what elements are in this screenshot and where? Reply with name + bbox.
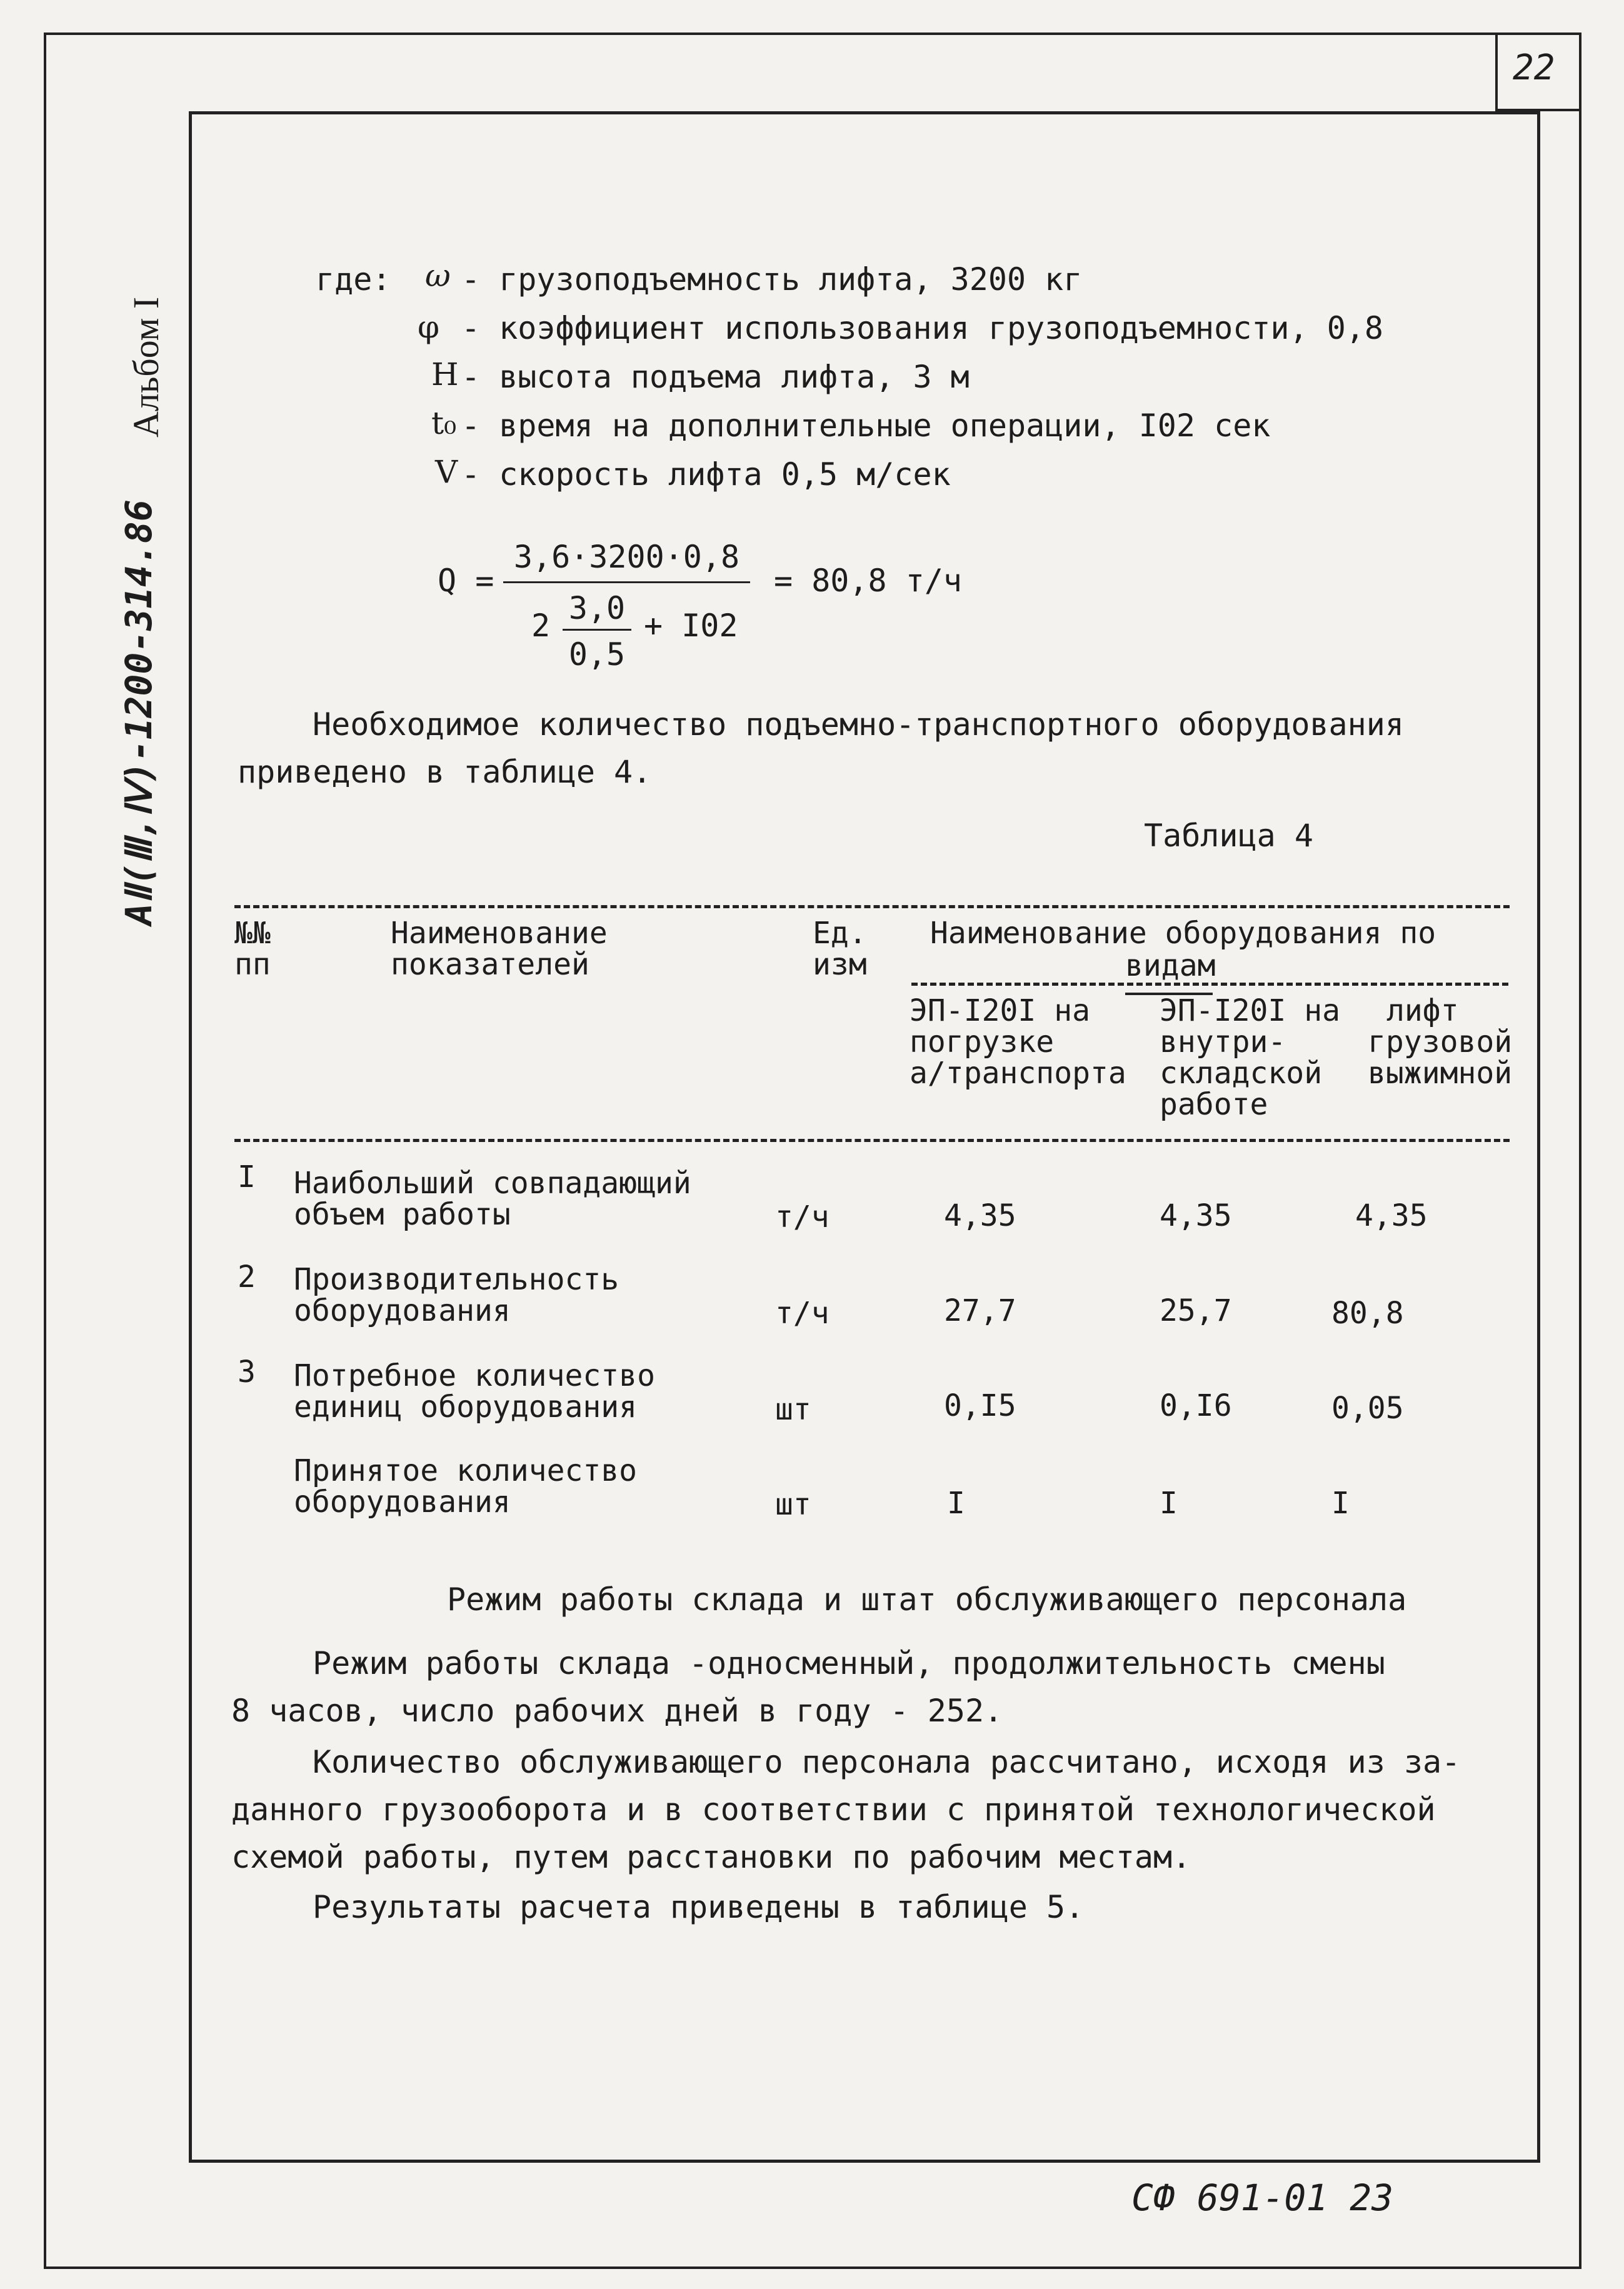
subheader-3-line-2: грузовой <box>1368 1024 1513 1059</box>
row-2-name-line-1: Производительность <box>294 1262 619 1297</box>
definition-t0: - время на дополнительные операции, I02 сек <box>461 408 1271 444</box>
formula-inner-denominator: 0,5 <box>568 636 626 673</box>
side-album-label: Альбом I <box>126 296 166 438</box>
subheader-2-line-1: ЭП-I20I на <box>1160 993 1340 1028</box>
row-4-value-2: I <box>1160 1486 1178 1521</box>
table-top-rule <box>234 905 1510 908</box>
symbol-phi: φ <box>418 309 440 345</box>
symbol-v: V <box>435 454 458 490</box>
subheader-1-line-1: ЭП-I20I на <box>910 993 1090 1028</box>
subheader-3-line-1: лифт <box>1386 993 1459 1028</box>
symbol-t0: t₀ <box>431 405 457 441</box>
definitions-intro: где: <box>316 261 391 298</box>
subheader-2-line-2: внутри- <box>1160 1024 1286 1059</box>
subheader-2-line-4: работе <box>1160 1087 1268 1122</box>
table-title: Таблица 4 <box>1144 818 1313 854</box>
row-1-name-line-1: Наибольший совпадающий <box>294 1166 691 1201</box>
row-1-value-2: 4,35 <box>1160 1198 1232 1233</box>
side-document-code: АⅡ(Ⅲ,Ⅳ)-1200-314.86 <box>118 499 160 925</box>
definition-h: - высота подъема лифта, 3 м <box>461 359 970 395</box>
bottom-document-code: СФ 691-01 23 <box>1131 2176 1394 2219</box>
formula-inner-numerator: 3,0 <box>568 590 626 626</box>
row-3-unit: шт <box>775 1392 811 1427</box>
paragraph-2-line-1: Режим работы склада -односменный, продолжительность смены <box>313 1645 1385 1681</box>
row-1-name-line-2: объем работы <box>294 1197 511 1232</box>
row-4-name-line-2: оборудования <box>294 1485 511 1520</box>
symbol-h: H <box>431 356 459 393</box>
header-name-1: Наименование <box>391 916 608 951</box>
definition-phi: - коэффициент использования грузоподъемности, 0,8 <box>461 310 1384 346</box>
row-3-value-1: 0,I5 <box>944 1388 1016 1423</box>
paragraph-3-line-3: схемой работы, путем расстановки по рабочим местам. <box>231 1839 1191 1875</box>
row-3-num: 3 <box>238 1355 256 1390</box>
paragraph-3-line-1: Количество обслуживающего персонала рассчитано, исходя из за- <box>313 1744 1461 1780</box>
formula-denominator-coef: 2 <box>531 608 551 644</box>
formula-numerator: 3,6·3200·0,8 <box>513 539 740 575</box>
row-1-value-3: 4,35 <box>1355 1198 1428 1233</box>
header-name-2: показателей <box>391 947 589 982</box>
section-heading: Режим работы склада и штат обслуживающего персонала <box>447 1581 1407 1618</box>
definition-v: - скорость лифта 0,5 м/сек <box>461 456 951 493</box>
row-3-value-2: 0,I6 <box>1160 1388 1232 1423</box>
row-2-value-1: 27,7 <box>944 1293 1016 1328</box>
row-4-name-line-1: Принятое количество <box>294 1453 638 1488</box>
row-2-name-line-2: оборудования <box>294 1293 511 1328</box>
row-2-value-2: 25,7 <box>1160 1293 1232 1328</box>
formula-result: = 80,8 т/ч <box>774 563 963 599</box>
row-4-value-1: I <box>947 1486 965 1521</box>
row-4-value-3: I <box>1331 1486 1350 1521</box>
row-1-unit: т/ч <box>775 1200 830 1235</box>
paragraph-2-line-2: 8 часов, число рабочих дней в году - 252. <box>231 1693 1003 1729</box>
row-3-name-line-1: Потребное количество <box>294 1358 655 1393</box>
header-unit-1: Ед. <box>813 916 867 951</box>
row-3-name-line-2: единиц оборудования <box>294 1390 638 1425</box>
row-2-unit: т/ч <box>775 1296 830 1331</box>
row-2-value-3: 80,8 <box>1331 1296 1404 1331</box>
definition-omega: - грузоподъемность лифта, 3200 кг <box>461 261 1083 298</box>
formula-inner-fraction-line <box>563 629 631 631</box>
subheader-2-line-3: складской <box>1160 1056 1323 1091</box>
paragraph-3-line-2: данного грузооборота и в соответствии с принятой технологической <box>231 1791 1436 1828</box>
row-4-unit: шт <box>775 1487 811 1522</box>
header-group-line-1: Наименование оборудования по <box>930 916 1436 951</box>
subheader-3-line-3: выжимной <box>1368 1056 1513 1091</box>
paragraph-1-line-1: Необходимое количество подъемно-транспортного оборудования <box>313 706 1404 743</box>
subheader-1-line-3: а/транспорта <box>910 1056 1126 1091</box>
row-2-num: 2 <box>238 1260 256 1295</box>
header-group-line-2: видам <box>1125 948 1216 983</box>
subheader-1-line-2: погрузке <box>910 1024 1055 1059</box>
row-1-value-1: 4,35 <box>944 1198 1016 1233</box>
row-1-num: I <box>238 1160 256 1195</box>
header-unit-2: изм <box>813 947 867 982</box>
page-number: 22 <box>1513 48 1555 88</box>
header-num-2: пп <box>234 947 271 982</box>
header-num-1: №№ <box>234 916 271 951</box>
formula-main-fraction-line <box>503 581 750 583</box>
paragraph-4: Результаты расчета приведены в таблице 5. <box>313 1889 1085 1925</box>
formula-lhs: Q = <box>438 563 494 599</box>
symbol-omega: ω <box>425 258 451 294</box>
table-header-bottom-rule <box>234 1139 1510 1142</box>
formula-denominator-tail: + I02 <box>644 608 738 644</box>
row-3-value-3: 0,05 <box>1331 1391 1404 1426</box>
paragraph-1-line-2: приведено в таблице 4. <box>238 754 652 790</box>
